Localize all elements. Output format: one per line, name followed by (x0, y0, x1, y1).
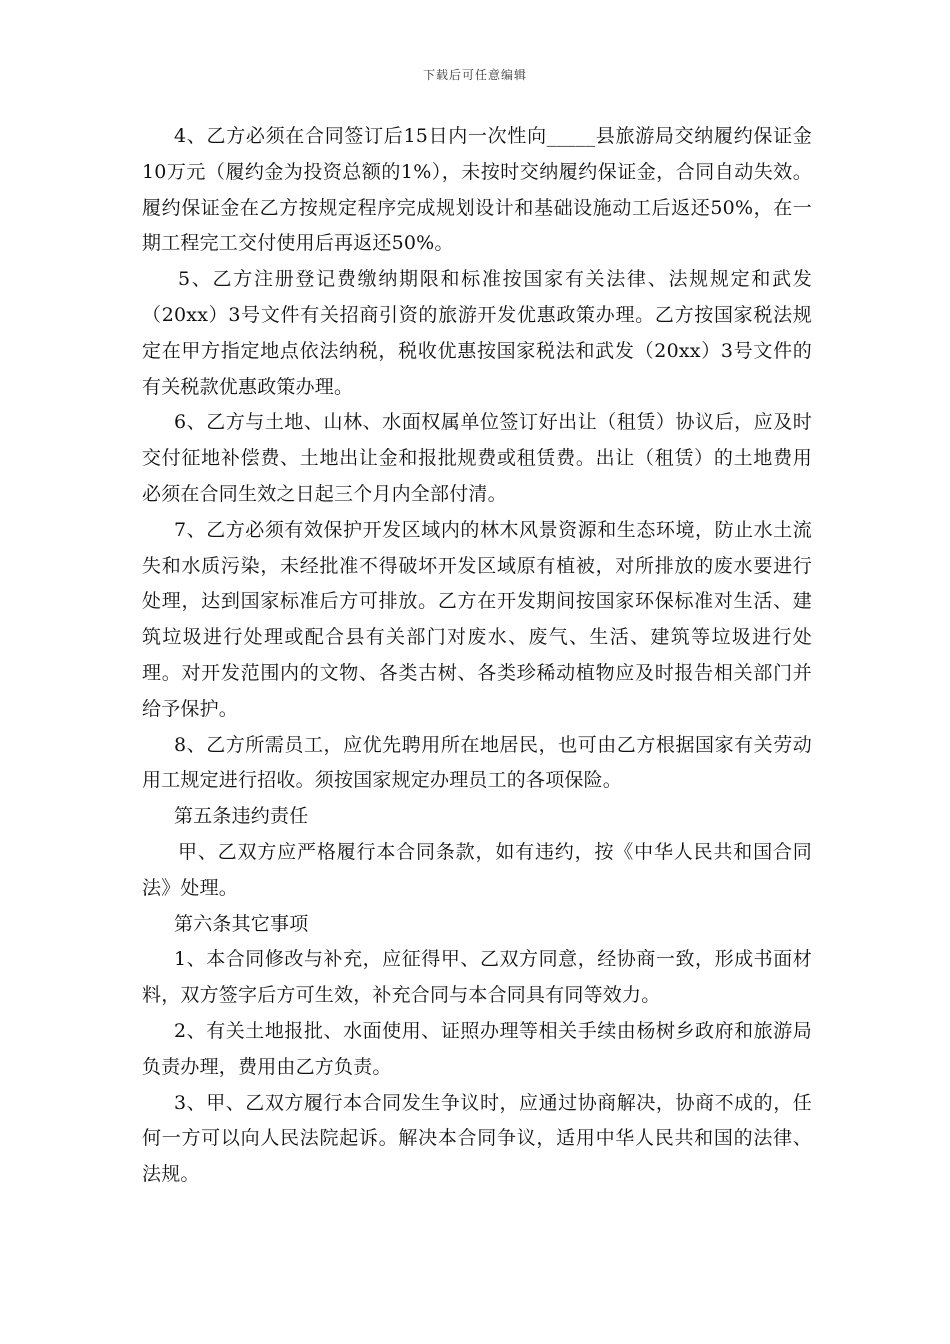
misc-clause-1: 1、本合同修改与补充，应征得甲、乙双方同意，经协商一致，形成书面材料，双方签字后方可生效，补充合同与本合同具有同等效力。 (142, 948, 812, 1007)
section-heading-6: 第六条其它事项 (174, 912, 309, 935)
page-header: 下载后可任意编辑 (422, 68, 527, 82)
misc-clause-3: 3、甲、乙双方履行本合同发生争议时，应通过协商解决，协商不成的，任何一方可以向人民法院起诉。解决本合同争议，适用中华人民共和国的法律、法规。 (142, 1091, 812, 1186)
section-heading-5: 第五条违约责任 (174, 805, 309, 828)
breach-clause: 甲、乙双方应严格履行本合同条款，如有违约，按《中华人民共和国合同法》处理。 (142, 840, 812, 899)
clause-4: 4、乙方必须在合同签订后15日内一次性向_____县旅游局交纳履约保证金10万元（履约金为投资总额的1%），未按时交纳履约保证金，合同自动失效。履约保证金在乙方按规定程序完成规划设计和基础设施动工后返还50%，在一期工程完工交付使用后再返还50%。 (142, 125, 812, 255)
clause-8: 8、乙方所需员工，应优先聘用所在地居民，也可由乙方根据国家有关劳动用工规定进行招收。须按国家规定办理员工的各项保险。 (142, 733, 812, 792)
document-body (142, 119, 812, 1193)
clause-5: 5、乙方注册登记费缴纳期限和标准按国家有关法律、法规规定和武发（20xx）3号文件有关招商引资的旅游开发优惠政策办理。乙方按国家税法规定在甲方指定地点依法纳税，税收优惠按国家税法和武发（20xx）3号文件的有关税款优惠政策办理。 (142, 268, 812, 398)
misc-clause-2: 2、有关土地报批、水面使用、证照办理等相关手续由杨树乡政府和旅游局负责办理，费用由乙方负责。 (142, 1019, 812, 1078)
clause-7: 7、乙方必须有效保护开发区域内的林木风景资源和生态环境，防止水土流失和水质污染，未经批准不得破坏开发区域原有植被，对所排放的废水要进行处理，达到国家标准后方可排放。乙方在开发期间按国家环保标准对生活、建筑垃圾进行处理或配合县有关部门对废水、废气、生活、建筑等垃圾进行处理。对开发范围内的文物、各类古树、各类珍稀动植物应及时报告相关部门并给予保护。 (142, 518, 812, 720)
clause-6: 6、乙方与土地、山林、水面权属单位签订好出让（租赁）协议后，应及时交付征地补偿费、土地出让金和报批规费或租赁费。出让（租赁）的土地费用必须在合同生效之日起三个月内全部付清。 (142, 411, 812, 505)
